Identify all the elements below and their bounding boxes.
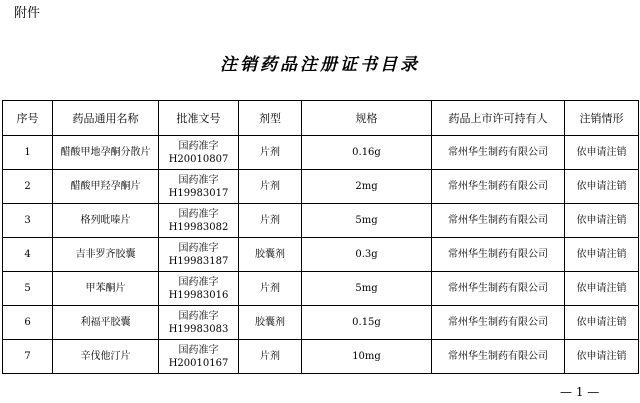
table-row — [3, 306, 639, 340]
cell-approval-number-line: 国药准字 — [178, 310, 219, 322]
cell-no: 4 — [3, 238, 53, 272]
page-number: — 1 — — [560, 385, 600, 399]
cell-approval-number — [159, 306, 239, 340]
cell-approval-number-line: H20010807 — [168, 153, 229, 165]
col-header-holder: 药品上市许可持有人 — [432, 101, 565, 136]
table-row — [3, 204, 639, 238]
cell-holder: 常州华生制药有限公司 — [432, 340, 565, 374]
table-row — [3, 238, 639, 272]
cell-approval-number-line: H20010167 — [168, 357, 229, 369]
cell-dosage-form: 胶囊剂 — [239, 238, 302, 272]
cell-holder: 常州华生制药有限公司 — [432, 170, 565, 204]
cell-dosage-form: 片剂 — [239, 204, 302, 238]
cell-no: 7 — [3, 340, 53, 374]
cell-holder: 常州华生制药有限公司 — [432, 238, 565, 272]
cell-holder: 常州华生制药有限公司 — [432, 136, 565, 170]
cell-spec: 2mg — [302, 170, 432, 204]
table-body — [3, 136, 639, 374]
cell-spec: 0.16g — [302, 136, 432, 170]
cell-spec: 5mg — [302, 272, 432, 306]
cell-spec: 0.15g — [302, 306, 432, 340]
cell-approval-number-line: H19983017 — [168, 187, 229, 199]
table-row — [3, 340, 639, 374]
cell-approval-number — [159, 272, 239, 306]
cell-spec: 5mg — [302, 204, 432, 238]
table-header-row — [3, 101, 639, 136]
cell-approval-number-line: H19983082 — [168, 221, 229, 233]
cell-drug-name: 辛伐他汀片 — [53, 340, 159, 374]
cell-drug-name: 醋酸甲地孕酮分散片 — [53, 136, 159, 170]
col-header-no: 序号 — [3, 101, 53, 136]
cell-dosage-form: 片剂 — [239, 170, 302, 204]
cell-approval-number-line: 国药准字 — [178, 242, 219, 254]
cell-dosage-form: 胶囊剂 — [239, 306, 302, 340]
cell-no: 1 — [3, 136, 53, 170]
cell-dosage-form: 片剂 — [239, 340, 302, 374]
cell-status: 依申请注销 — [565, 204, 639, 238]
col-header-approval: 批准文号 — [159, 101, 239, 136]
cell-dosage-form: 片剂 — [239, 272, 302, 306]
document-title: 注销药品注册证书目录 — [220, 55, 420, 75]
cell-status: 依申请注销 — [565, 238, 639, 272]
col-header-status: 注销情形 — [565, 101, 639, 136]
cell-status: 依申请注销 — [565, 340, 639, 374]
cell-approval-number-line: H19983083 — [168, 323, 229, 335]
cell-drug-name: 吉非罗齐胶囊 — [53, 238, 159, 272]
cell-approval-number-line: 国药准字 — [178, 276, 219, 288]
cell-holder: 常州华生制药有限公司 — [432, 306, 565, 340]
cell-status: 依申请注销 — [565, 272, 639, 306]
registration-table — [2, 100, 639, 374]
col-header-form: 剂型 — [239, 101, 302, 136]
cell-approval-number — [159, 170, 239, 204]
cell-status: 依申请注销 — [565, 306, 639, 340]
attachment-label: 附件 — [14, 6, 41, 21]
cell-approval-number-line: 国药准字 — [178, 208, 219, 220]
cell-approval-number-line: 国药准字 — [178, 174, 219, 186]
cell-approval-number — [159, 204, 239, 238]
col-header-spec: 规格 — [302, 101, 432, 136]
cell-holder: 常州华生制药有限公司 — [432, 204, 565, 238]
cell-drug-name: 醋酸甲羟孕酮片 — [53, 170, 159, 204]
table-row — [3, 136, 639, 170]
cell-approval-number-line: H19983016 — [168, 289, 229, 301]
cell-approval-number — [159, 238, 239, 272]
cell-approval-number — [159, 136, 239, 170]
cell-drug-name: 甲苯酮片 — [53, 272, 159, 306]
cell-spec: 10mg — [302, 340, 432, 374]
cell-approval-number-line: 国药准字 — [178, 344, 219, 356]
cell-status: 依申请注销 — [565, 170, 639, 204]
cell-holder: 常州华生制药有限公司 — [432, 272, 565, 306]
cell-no: 3 — [3, 204, 53, 238]
cell-drug-name: 利福平胶囊 — [53, 306, 159, 340]
cell-dosage-form: 片剂 — [239, 136, 302, 170]
cell-approval-number — [159, 340, 239, 374]
cell-no: 2 — [3, 170, 53, 204]
table-row — [3, 272, 639, 306]
cell-no: 6 — [3, 306, 53, 340]
cell-approval-number-line: H19983187 — [168, 255, 229, 267]
cell-no: 5 — [3, 272, 53, 306]
cell-status: 依申请注销 — [565, 136, 639, 170]
table-row — [3, 170, 639, 204]
cell-drug-name: 格列吡嗪片 — [53, 204, 159, 238]
cell-approval-number-line: 国药准字 — [178, 140, 219, 152]
col-header-name: 药品通用名称 — [53, 101, 159, 136]
cell-spec: 0.3g — [302, 238, 432, 272]
